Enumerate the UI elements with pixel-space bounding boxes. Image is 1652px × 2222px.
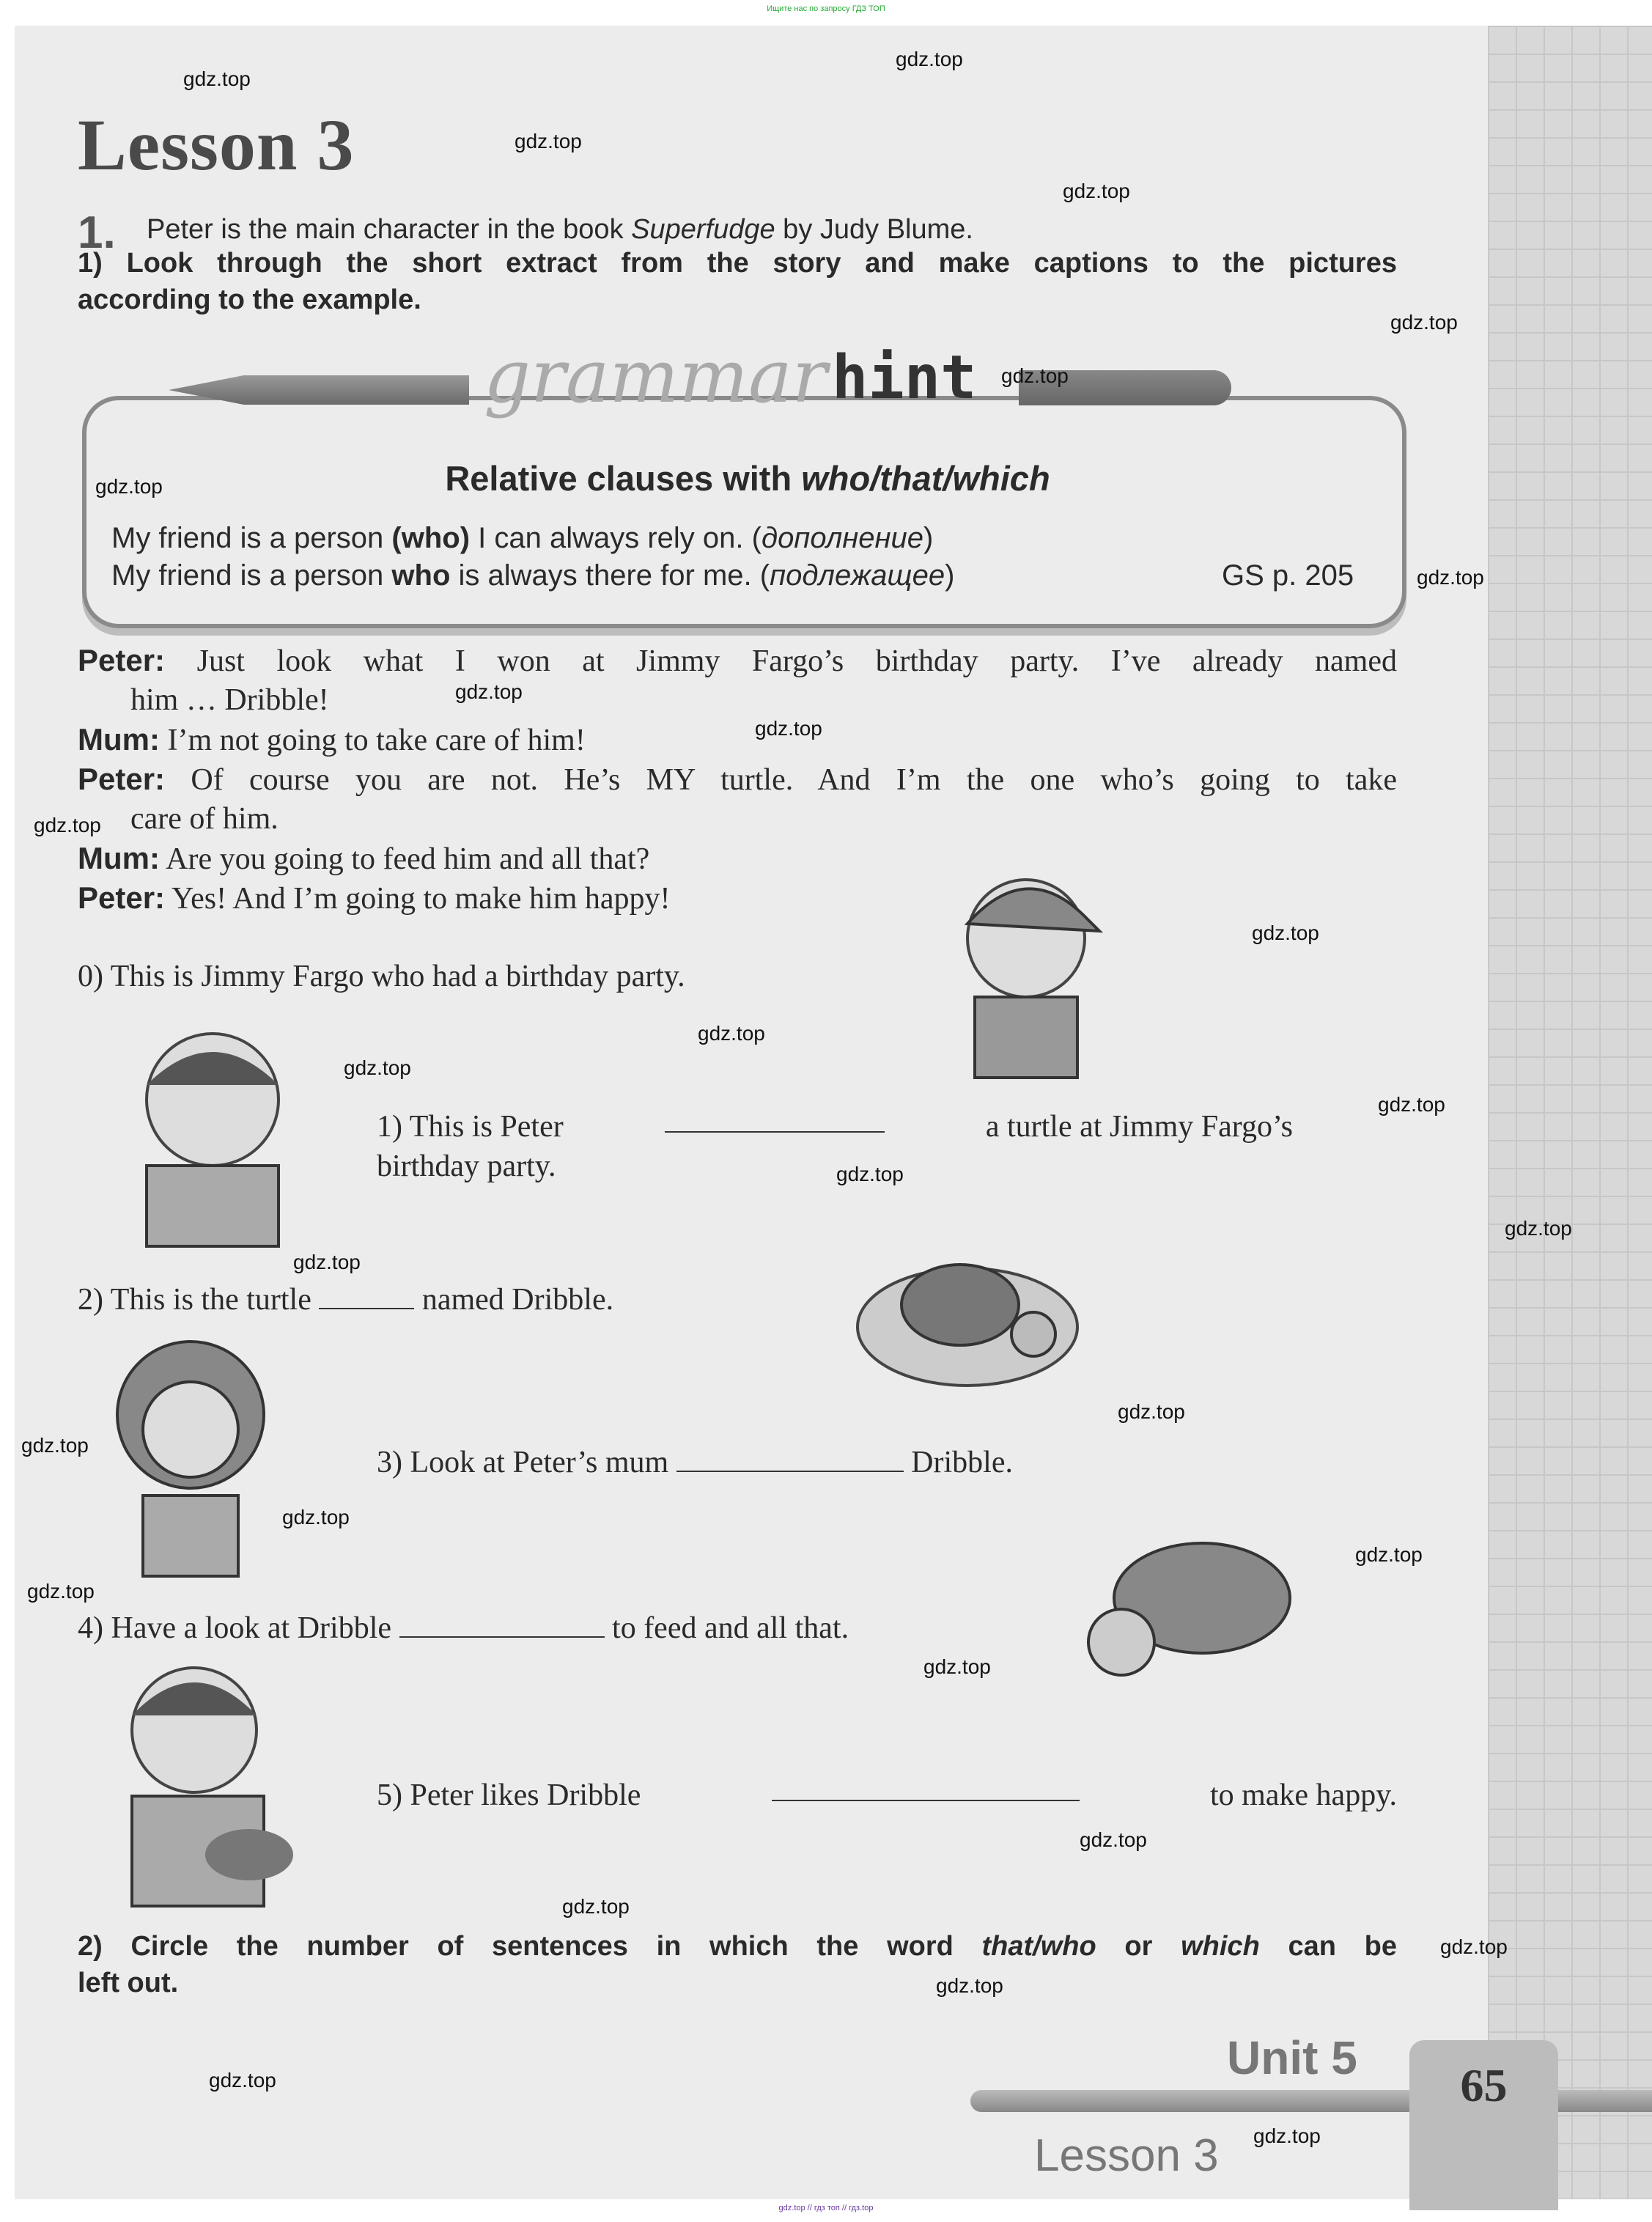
watermark: gdz.top bbox=[34, 814, 101, 836]
speaker: Peter: bbox=[78, 880, 166, 915]
caption-text: 4) Have a look at Dribble bbox=[78, 1611, 392, 1645]
caption-text: 3) Look at Peter’s mum bbox=[377, 1446, 669, 1479]
watermark: gdz.top bbox=[21, 1434, 89, 1457]
caption-0: 0) This is Jimmy Fargo who had a birthday party. bbox=[78, 960, 685, 993]
ex-text: I can always rely on. ( bbox=[470, 522, 762, 554]
caption-text: 1) This is Peter bbox=[377, 1110, 564, 1144]
caption-text: to feed and all that. bbox=[612, 1611, 849, 1645]
line-text: I’m not going to take care of him! bbox=[167, 724, 586, 757]
watermark: gdz.top bbox=[209, 2069, 276, 2092]
watermark: gdz.top bbox=[1417, 566, 1484, 589]
dialogue-line bbox=[78, 643, 1397, 679]
answer-blank[interactable] bbox=[772, 1778, 1080, 1801]
exercise-number: 1. bbox=[78, 207, 116, 258]
grammar-example-1 bbox=[111, 522, 933, 555]
dribble-turtle-illustration bbox=[1063, 1517, 1305, 1708]
watermark: gdz.top bbox=[27, 1580, 95, 1603]
dialogue-line bbox=[78, 880, 671, 916]
watermark: gdz.top bbox=[1440, 1935, 1508, 1958]
bottom-banner: gdz.top // гдз топ // гдз.top bbox=[778, 2204, 874, 2212]
dialogue-line bbox=[78, 841, 649, 877]
watermark: gdz.top bbox=[562, 1895, 630, 1918]
grammar-example-2 bbox=[111, 559, 954, 592]
ex-text: is always there for me. ( bbox=[450, 559, 770, 592]
exercise-intro bbox=[147, 214, 973, 246]
grammar-hint-box bbox=[82, 396, 1406, 628]
caption-text: 5) Peter likes Dribble bbox=[377, 1778, 641, 1812]
dialogue-line bbox=[78, 722, 586, 758]
grammar-hint-title bbox=[337, 458, 1158, 499]
watermark: gdz.top bbox=[1505, 1217, 1572, 1240]
ex-italic: подлежащее bbox=[770, 559, 945, 592]
caption-3 bbox=[377, 1445, 1013, 1480]
intro-text: Peter is the main character in the book bbox=[147, 214, 632, 245]
watermark: gdz.top bbox=[936, 1974, 1003, 1997]
ex-bold: (who) bbox=[391, 522, 471, 554]
caption-text: Dribble. bbox=[911, 1446, 1013, 1479]
task2-emphasis: that/who bbox=[981, 1931, 1096, 1962]
speaker: Mum: bbox=[78, 722, 160, 757]
ex-italic: дополнение bbox=[761, 522, 924, 554]
answer-blank[interactable] bbox=[399, 1614, 605, 1638]
watermark: gdz.top bbox=[282, 1506, 350, 1528]
speaker: Peter: bbox=[78, 762, 166, 796]
watermark: gdz.top bbox=[836, 1163, 904, 1185]
peter-illustration bbox=[81, 1019, 322, 1254]
task1-instruction: 1) Look through the short extract from the story and make captions to the pictures bbox=[78, 248, 1397, 279]
watermark: gdz.top bbox=[923, 1655, 991, 1678]
watermark: gdz.top bbox=[183, 67, 251, 90]
ex-text: My friend is a person bbox=[111, 522, 392, 554]
dialogue-line-cont: care of him. bbox=[130, 802, 279, 836]
grammar-reference: GS p. 205 bbox=[1222, 559, 1354, 592]
watermark: gdz.top bbox=[344, 1056, 411, 1079]
title-text: Relative clauses with bbox=[445, 459, 802, 498]
dialogue-line-cont: him … Dribble! bbox=[130, 683, 329, 717]
watermark: gdz.top bbox=[455, 680, 523, 703]
intro-text-end: by Judy Blume. bbox=[775, 214, 973, 245]
answer-blank[interactable] bbox=[676, 1449, 904, 1472]
ex-bold: who bbox=[391, 559, 451, 592]
lesson-title: Lesson 3 bbox=[78, 104, 355, 185]
ex-text: ) bbox=[923, 522, 934, 554]
grammar-hint-logo-hint: hint bbox=[832, 343, 977, 413]
caption-5 bbox=[377, 1778, 1397, 1813]
footer-lesson: Lesson 3 bbox=[1034, 2130, 1219, 2181]
line-text: Are you going to feed him and all that? bbox=[166, 842, 650, 876]
watermark: gdz.top bbox=[1253, 2124, 1321, 2147]
watermark: gdz.top bbox=[755, 717, 822, 740]
watermark: gdz.top bbox=[95, 475, 163, 498]
unit-label: Unit 5 bbox=[1227, 2031, 1357, 2084]
page-number: 65 bbox=[1460, 2059, 1508, 2111]
caption-1 bbox=[377, 1109, 1293, 1144]
watermark: gdz.top bbox=[515, 130, 582, 152]
caption-1-cont: birthday party. bbox=[377, 1149, 556, 1183]
watermark: gdz.top bbox=[698, 1022, 765, 1045]
peters-mum-illustration bbox=[70, 1320, 311, 1583]
watermark: gdz.top bbox=[1001, 364, 1069, 387]
grammar-hint-logo-grammar: grammar bbox=[484, 334, 827, 419]
watermark: gdz.top bbox=[1390, 311, 1458, 334]
task2-instruction bbox=[78, 1931, 1397, 1962]
turtle-in-hand-illustration bbox=[836, 1202, 1099, 1422]
page-edge-grid bbox=[1488, 26, 1652, 2199]
peter-holding-turtle-illustration bbox=[73, 1649, 315, 1921]
watermark: gdz.top bbox=[1355, 1543, 1423, 1566]
watermark: gdz.top bbox=[293, 1251, 361, 1273]
task2-emphasis: which bbox=[1181, 1931, 1260, 1962]
dialogue-line bbox=[78, 762, 1397, 798]
title-emphasis: who/that/which bbox=[801, 459, 1050, 498]
ex-text: My friend is a person bbox=[111, 559, 392, 592]
speaker: Mum: bbox=[78, 841, 160, 875]
caption-4 bbox=[78, 1611, 849, 1646]
speaker: Peter: bbox=[78, 643, 166, 677]
watermark: gdz.top bbox=[1378, 1093, 1445, 1116]
caption-text: 2) This is the turtle bbox=[78, 1283, 311, 1317]
ex-text: ) bbox=[945, 559, 955, 592]
task2-text: 2) Circle the number of sentences in which the word bbox=[78, 1931, 982, 1962]
caption-2 bbox=[78, 1282, 613, 1317]
top-banner: Ищите нас по запросу ГДЗ ТОП bbox=[767, 4, 885, 13]
answer-blank[interactable] bbox=[319, 1286, 414, 1309]
task2-text: can be bbox=[1259, 1931, 1397, 1962]
watermark: gdz.top bbox=[1118, 1400, 1185, 1423]
line-text: Just look what I won at Jimmy Fargo’s birthday party. I’ve already named bbox=[196, 644, 1397, 678]
caption-text: named Dribble. bbox=[421, 1283, 614, 1317]
task2-text: or bbox=[1096, 1931, 1181, 1962]
task1-instruction-cont: according to the example. bbox=[78, 284, 421, 315]
jimmy-fargo-illustration bbox=[923, 843, 1129, 1085]
line-text: Of course you are not. He’s MY turtle. And I’m the one who’s going to take bbox=[191, 763, 1398, 797]
line-text: Yes! And I’m going to make him happy! bbox=[172, 882, 671, 916]
answer-blank[interactable] bbox=[665, 1109, 885, 1133]
watermark: gdz.top bbox=[1252, 921, 1319, 944]
watermark: gdz.top bbox=[1063, 180, 1130, 202]
task2-instruction-cont: left out. bbox=[78, 1968, 179, 1998]
book-title: Superfudge bbox=[631, 214, 775, 245]
watermark: gdz.top bbox=[1080, 1828, 1147, 1851]
caption-text: to make happy. bbox=[1209, 1778, 1397, 1812]
caption-text: a turtle at Jimmy Fargo’s bbox=[985, 1110, 1293, 1144]
watermark: gdz.top bbox=[896, 48, 963, 70]
